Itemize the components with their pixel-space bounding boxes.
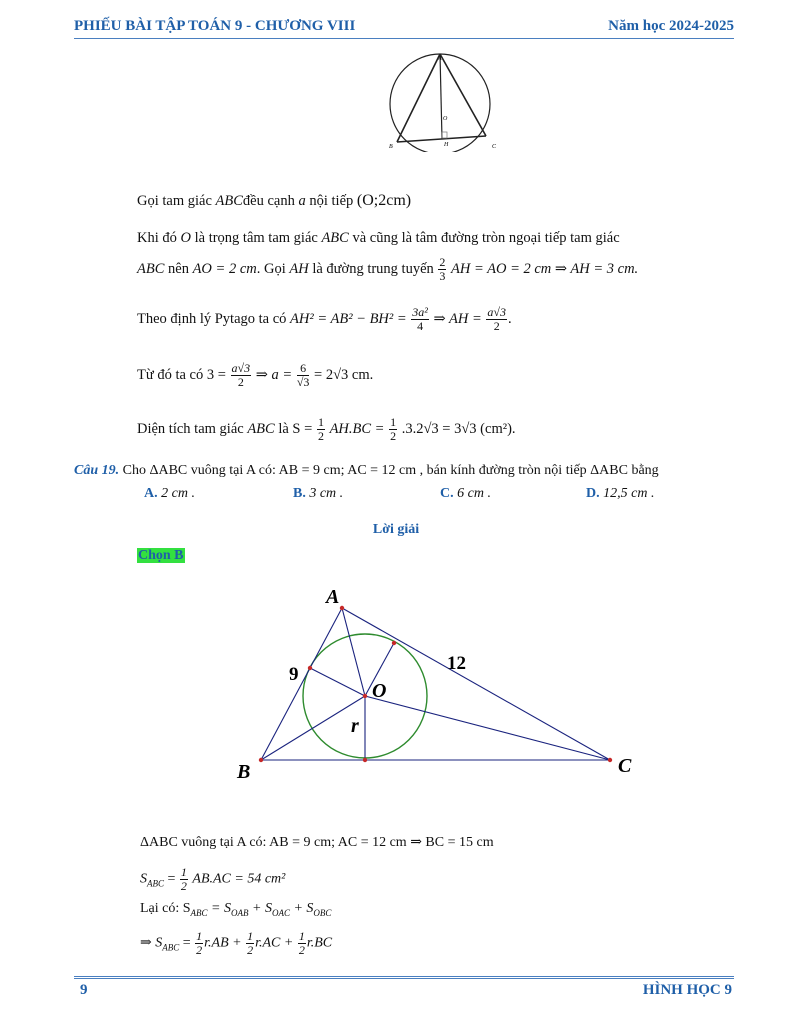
right-angle-mark <box>442 132 447 138</box>
label-ac-length: 12 <box>447 653 466 674</box>
prev-line-2: Khi đó O là trọng tâm tam giác ABC và cũng là tâm đường tròn ngoại tiếp tam giác <box>137 230 620 246</box>
option-c[interactable]: C. 6 cm . <box>440 486 491 501</box>
header-title: PHIẾU BÀI TẬP TOÁN 9 - CHƯƠNG VIII <box>74 18 356 34</box>
label-b: B <box>389 144 393 150</box>
fraction: $\frac{1}{2}$ <box>298 929 305 957</box>
label-a: A <box>438 56 442 62</box>
option-d[interactable]: D. 12,5 cm . <box>586 486 655 501</box>
label-o: O <box>443 116 448 122</box>
label-h: H <box>444 142 449 148</box>
header-rule <box>74 38 734 39</box>
solution-line-1: ΔABC vuông tại A có: AB = 9 cm; AC = 12 cm ⇒ BC = 15 cm <box>140 835 494 850</box>
side-ab <box>397 54 440 142</box>
fraction: $\frac{a√3}{2}$ <box>231 361 251 389</box>
point-b <box>259 758 263 762</box>
label-b: B <box>237 761 251 780</box>
option-a[interactable]: A. 2 cm . <box>144 486 195 501</box>
label-a: A <box>326 586 340 608</box>
label-ab-length: 9 <box>289 664 299 685</box>
prev-line-1: Gọi tam giác ABCđều cạnh a nội tiếp (O;2cm) <box>137 192 412 209</box>
page-number: 9 <box>80 982 88 998</box>
fraction: $\frac{\text{3a²}}{4}$ <box>412 305 428 333</box>
circumcircle-figure <box>380 52 510 152</box>
answer-badge: Chọn B <box>138 548 184 563</box>
label-c: C <box>492 144 497 150</box>
option-b[interactable]: B. 3 cm . <box>293 486 344 501</box>
tangent-point-ac <box>392 641 396 645</box>
prev-line-5: Từ đó ta có 3 = $\frac{a√3}{2}$ ⇒ a = $\frac{6}{√3}$ = 2√3 cm. <box>137 361 374 389</box>
question-19 <box>74 463 659 479</box>
segment-oa <box>342 608 365 696</box>
fraction: $\frac{2}{3}$ <box>439 255 446 283</box>
point-c <box>608 758 612 762</box>
segment-ob <box>261 696 365 760</box>
fraction: $\frac{1}{2}$ <box>390 415 397 443</box>
prev-line-3: ABC nên AO = 2 cm. Gọi AH là đường trung tuyến $\frac{2}{3}$ AH = AO = 2 cm ⇒ AH = 3 cm. <box>137 255 639 283</box>
label-r: r <box>351 715 359 737</box>
label-o: O <box>372 680 387 702</box>
footer-rule <box>74 976 734 979</box>
tangent-point-bc <box>363 758 367 762</box>
question-label: Câu 19. <box>74 463 120 478</box>
incircle-figure <box>225 580 645 780</box>
header-year: Năm học 2024-2025 <box>608 18 734 34</box>
prev-line-6: Diện tích tam giác ABC là S = $\frac{1}{2}$ AH.BC = $\frac{1}{2}$ .3.2√3 = 3√3 (cm²). <box>137 415 516 443</box>
tangent-point-ab <box>308 666 312 670</box>
solution-title: Lời giải <box>372 522 420 537</box>
footer-subject: HÌNH HỌC 9 <box>642 982 732 998</box>
fraction: $\frac{1}{2}$ <box>196 929 203 957</box>
fraction: $\frac{a√3}{2}$ <box>487 305 507 333</box>
fraction: $\frac{6}{√3}$ <box>296 361 310 389</box>
point-o <box>363 694 367 698</box>
label-c: C <box>618 755 632 777</box>
fraction: $\frac{1}{2}$ <box>180 865 187 893</box>
median-ah <box>440 54 442 139</box>
prev-line-4: Theo định lý Pytago ta có AH² = AB² − BH² = $\frac{\text{3a²}}{4}$ ⇒ AH = $\frac{a√3}{2}$ . <box>137 305 512 333</box>
side-ac <box>440 54 486 136</box>
fraction: $\frac{1}{2}$ <box>317 415 324 443</box>
segment-oc <box>365 696 610 760</box>
side-ab <box>261 608 342 760</box>
solution-line-4: ⇒ $S_{ABC}$ = $\frac{1}{2}$ r.AB + $\frac{1}{2}$ r.AC + $\frac{1}{2}$ r.BC <box>140 929 333 957</box>
solution-line-3: Lại có: $S_{ABC} = S_{OAB} + S_{OAC} + S_{OBC}$ <box>140 901 332 918</box>
fraction: $\frac{1}{2}$ <box>247 929 254 957</box>
point-a <box>340 606 344 610</box>
radius-to-ab <box>310 668 365 696</box>
solution-line-2: $S_{ABC}$ = $\frac{1}{2}$ AB.AC = 54 cm² <box>140 865 286 893</box>
question-text: Cho ΔABC vuông tại A có: AB = 9 cm; AC = 12 cm , bán kính đường tròn nội tiếp ΔABC bằng <box>122 463 659 478</box>
